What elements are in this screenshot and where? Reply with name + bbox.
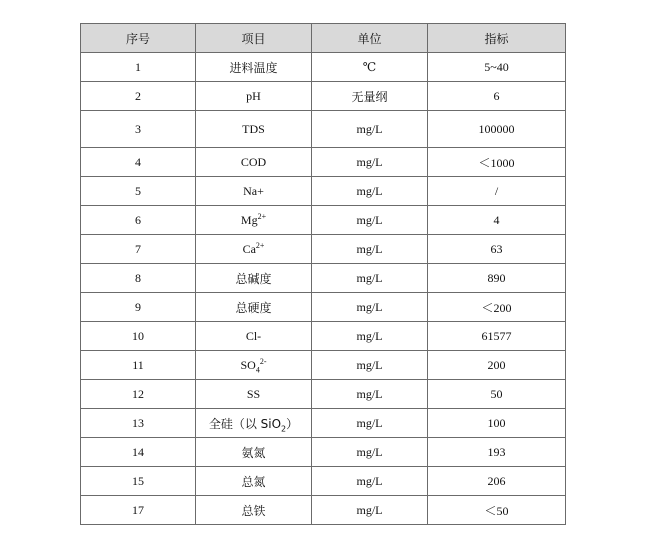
cell-item [196,351,312,380]
cell-item: 进料温度 [196,53,312,82]
cell-no: 10 [81,322,196,351]
cell-no: 17 [81,496,196,525]
cell-unit: mg/L [312,293,428,322]
table-row [81,264,566,293]
cell-no: 2 [81,82,196,111]
ion-symbol: Ca [242,241,256,256]
cell-unit: mg/L [312,111,428,148]
cell-unit: mg/L [312,380,428,409]
cell-item: 总铁 [196,496,312,525]
header-value: 指标 [428,24,566,53]
ion-charge: 2+ [257,211,267,221]
ion-symbol: SO [240,357,256,372]
cell-item: 总氮 [196,467,312,496]
water-quality-table [80,23,566,525]
cell-no: 6 [81,206,196,235]
cell-unit: mg/L [312,148,428,177]
cell-unit: mg/L [312,235,428,264]
cell-no: 15 [81,467,196,496]
cell-item [196,409,312,438]
cell-item: TDS [196,111,312,148]
table-row [81,235,566,264]
cell-unit: mg/L [312,177,428,206]
cell-item [196,206,312,235]
cell-no: 11 [81,351,196,380]
cell-value: ＜1000 [428,148,566,177]
cell-no: 3 [81,111,196,148]
table-row [81,111,566,148]
cell-value: 100000 [428,111,566,148]
cell-value: 63 [428,235,566,264]
cell-item: 总硬度 [196,293,312,322]
cell-unit: mg/L [312,264,428,293]
cell-value: ＜200 [428,293,566,322]
cell-value: 193 [428,438,566,467]
table-row [81,177,566,206]
cell-item: Cl- [196,322,312,351]
cell-unit: mg/L [312,409,428,438]
table-row [81,409,566,438]
header-unit: 单位 [312,24,428,53]
cell-value: 890 [428,264,566,293]
cell-value: 100 [428,409,566,438]
cell-unit: 无量纲 [312,82,428,111]
ion-charge: 2+ [255,240,265,250]
cell-value: 5~40 [428,53,566,82]
cell-value: 200 [428,351,566,380]
table-row [81,467,566,496]
cell-no: 7 [81,235,196,264]
ion-charge: 2- [259,356,267,366]
cell-unit: mg/L [312,206,428,235]
table-row [81,53,566,82]
cell-no: 14 [81,438,196,467]
table-row [81,496,566,525]
cell-no: 1 [81,53,196,82]
cell-no: 5 [81,177,196,206]
table-row [81,293,566,322]
header-item: 项目 [196,24,312,53]
cell-unit: ℃ [312,53,428,82]
header-row [81,24,566,53]
table-row [81,322,566,351]
item-subscript: 2 [281,423,287,433]
table-row [81,148,566,177]
cell-item: SS [196,380,312,409]
table-row [81,438,566,467]
cell-value: 61577 [428,322,566,351]
cell-unit: mg/L [312,438,428,467]
cell-value: 4 [428,206,566,235]
cell-value: 50 [428,380,566,409]
cell-item [196,235,312,264]
cell-unit: mg/L [312,322,428,351]
cell-no: 13 [81,409,196,438]
header-no: 序号 [81,24,196,53]
ion-subscript: 4 [255,364,260,374]
cell-unit: mg/L [312,496,428,525]
cell-no: 12 [81,380,196,409]
cell-value: ＜50 [428,496,566,525]
cell-item: COD [196,148,312,177]
item-suffix: ） [286,416,299,431]
cell-unit: mg/L [312,351,428,380]
cell-value: 6 [428,82,566,111]
table-row [81,351,566,380]
cell-no: 8 [81,264,196,293]
cell-value: / [428,177,566,206]
table-row [81,82,566,111]
cell-unit: mg/L [312,467,428,496]
table-row [81,206,566,235]
cell-item: 氨氮 [196,438,312,467]
cell-no: 4 [81,148,196,177]
item-prefix: 全硅（以 SiO [208,416,282,431]
cell-item: 总碱度 [196,264,312,293]
cell-item: pH [196,82,312,111]
cell-no: 9 [81,293,196,322]
cell-value: 206 [428,467,566,496]
table-row [81,380,566,409]
ion-symbol: Mg [240,212,258,227]
cell-item: Na+ [196,177,312,206]
